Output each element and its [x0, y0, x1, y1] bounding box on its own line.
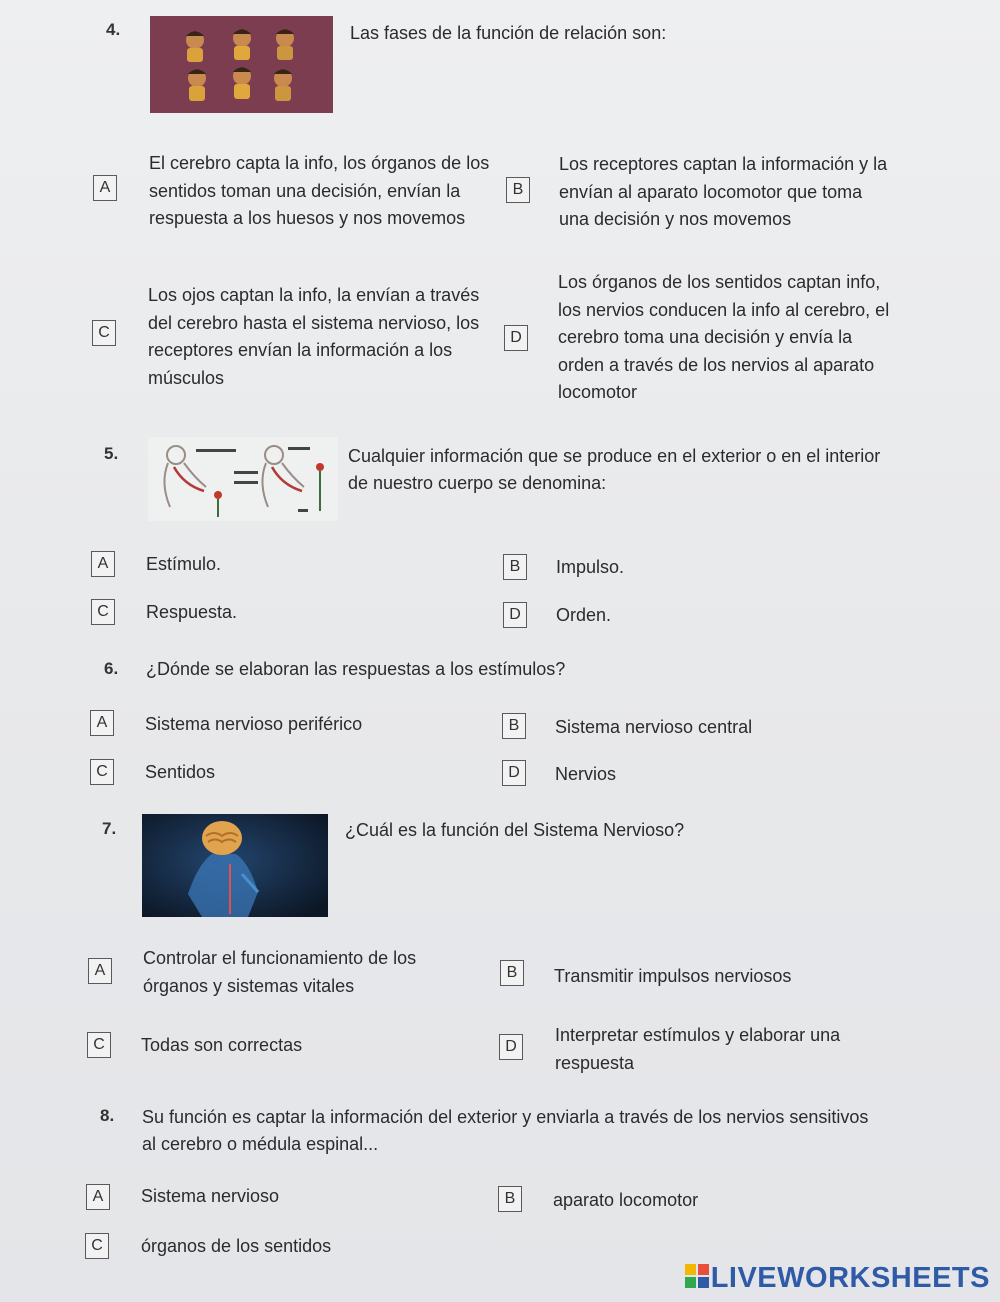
q6-option-b-box[interactable]: B: [502, 713, 526, 739]
q4-option-a-line-1: El cerebro capta la info, los órganos de los: [149, 153, 490, 173]
q4-option-b-line-2: envían al aparato locomotor que toma: [559, 181, 863, 202]
q7-option-a-box[interactable]: A: [88, 958, 112, 984]
q6-option-c-box[interactable]: C: [90, 759, 114, 785]
q4-option-c-line-4: músculos: [148, 367, 225, 388]
q4-option-d-line-1: Los órganos de los sentidos captan info,: [558, 272, 881, 292]
q4-option-d-box[interactable]: D: [504, 325, 528, 351]
liveworksheets-brand-text: LIVEWORKSHEETS: [710, 1262, 990, 1295]
q4-option-a-text: [149, 150, 489, 233]
q8-option-c-box[interactable]: C: [85, 1233, 109, 1259]
liveworksheets-logo-icon: [685, 1263, 709, 1296]
q4-option-b-text: [559, 151, 887, 234]
q6-option-c-text: Sentidos: [145, 762, 216, 782]
children-senses-illustration: [150, 16, 333, 113]
question-5-number: 5.: [104, 444, 119, 463]
q5-option-c-text: Respuesta.: [146, 602, 238, 622]
question-8-number: 8.: [100, 1106, 115, 1125]
q8-option-b-text: aparato locomotor: [553, 1190, 699, 1210]
question-8-line-1: Su función es captar la información del exterior y enviarla a través de los nervios sensitivos: [142, 1107, 869, 1127]
q7-option-d-line-2: respuesta: [555, 1052, 635, 1073]
q7-option-a-line-2: órganos y sistemas vitales: [143, 975, 355, 996]
q4-option-c-line-3: receptores envían la información a los: [148, 340, 453, 360]
question-5-image: [148, 437, 338, 521]
q5-option-c-box[interactable]: C: [91, 599, 115, 625]
question-8-text: [142, 1104, 868, 1158]
q5-option-b-text: Impulso.: [556, 557, 625, 577]
question-7-image: [142, 814, 328, 917]
q4-option-d-text: [558, 269, 889, 407]
q8-option-a-box[interactable]: A: [86, 1184, 110, 1210]
q6-option-a-text: Sistema nervioso periférico: [145, 714, 363, 734]
q7-option-a-line-1: Controlar el funcionamiento de los: [143, 948, 417, 968]
q8-option-c-text: órganos de los sentidos: [141, 1236, 332, 1256]
q7-option-d-text: [555, 1022, 840, 1077]
question-5-line-2: de nuestro cuerpo se denomina:: [348, 473, 607, 493]
q7-option-d-box[interactable]: D: [499, 1034, 523, 1060]
q4-option-b-line-3: una decisión y nos movemos: [559, 209, 792, 229]
q4-option-b-line-1: Los receptores captan la información y la: [559, 154, 888, 174]
question-8-line-2: al cerebro o médula espinal...: [142, 1134, 379, 1154]
question-6-number: 6.: [104, 659, 119, 678]
q4-option-d-line-3: cerebro toma una decisión y envía la: [558, 327, 853, 347]
q4-option-a-line-3: respuesta a los huesos y nos movemos: [149, 208, 466, 228]
q5-option-d-text: Orden.: [556, 605, 612, 625]
q4-option-a-box[interactable]: A: [93, 175, 117, 201]
q7-option-c-box[interactable]: C: [87, 1032, 111, 1058]
question-6-text: ¿Dónde se elaboran las respuestas a los estímulos?: [146, 659, 566, 679]
q4-option-c-line-2: del cerebro hasta el sistema nervioso, los: [148, 312, 480, 333]
q7-option-c-text: Todas son correctas: [141, 1035, 303, 1055]
q8-option-b-box[interactable]: B: [498, 1186, 522, 1212]
nervous-system-brain-illustration: [142, 814, 328, 917]
q6-option-b-text: Sistema nervioso central: [555, 717, 753, 737]
question-5-line-1: Cualquier información que se produce en el exterior o en el interior: [348, 446, 881, 466]
q8-option-a-text: Sistema nervioso: [141, 1186, 280, 1206]
q6-option-d-box[interactable]: D: [502, 760, 526, 786]
question-4-text: Las fases de la función de relación son:: [350, 23, 667, 43]
q4-option-b-box[interactable]: B: [506, 177, 530, 203]
q7-option-a-text: [143, 945, 416, 1000]
reflex-arc-illustration: [148, 437, 338, 521]
q5-option-b-box[interactable]: B: [503, 554, 527, 580]
q7-option-b-box[interactable]: B: [500, 960, 524, 986]
question-7-text: ¿Cuál es la función del Sistema Nervioso?: [345, 820, 685, 840]
q7-option-b-text: Transmitir impulsos nerviosos: [554, 966, 792, 986]
question-4-image: [150, 16, 333, 113]
q4-option-d-line-5: locomotor: [558, 382, 638, 402]
question-5-text: [348, 443, 880, 497]
q7-option-d-line-1: Interpretar estímulos y elaborar una: [555, 1025, 841, 1045]
q4-option-c-line-1: Los ojos captan la info, la envían a través: [148, 285, 480, 305]
q5-option-d-box[interactable]: D: [503, 602, 527, 628]
liveworksheets-brand[interactable]: [685, 1262, 990, 1296]
q4-option-c-box[interactable]: C: [92, 320, 116, 346]
q5-option-a-box[interactable]: A: [91, 551, 115, 577]
q4-option-d-line-2: los nervios conducen la info al cerebro, el: [558, 299, 890, 320]
q6-option-a-box[interactable]: A: [90, 710, 114, 736]
q4-option-d-line-4: orden a través de los nervios al aparato: [558, 354, 875, 375]
q4-option-a-line-2: sentidos toman una decisión, envían la: [149, 180, 461, 201]
q5-option-a-text: Estímulo.: [146, 554, 222, 574]
q6-option-d-text: Nervios: [555, 764, 617, 784]
question-7-number: 7.: [102, 819, 117, 838]
q4-option-c-text: [148, 282, 479, 392]
question-4-number: 4.: [106, 20, 121, 39]
